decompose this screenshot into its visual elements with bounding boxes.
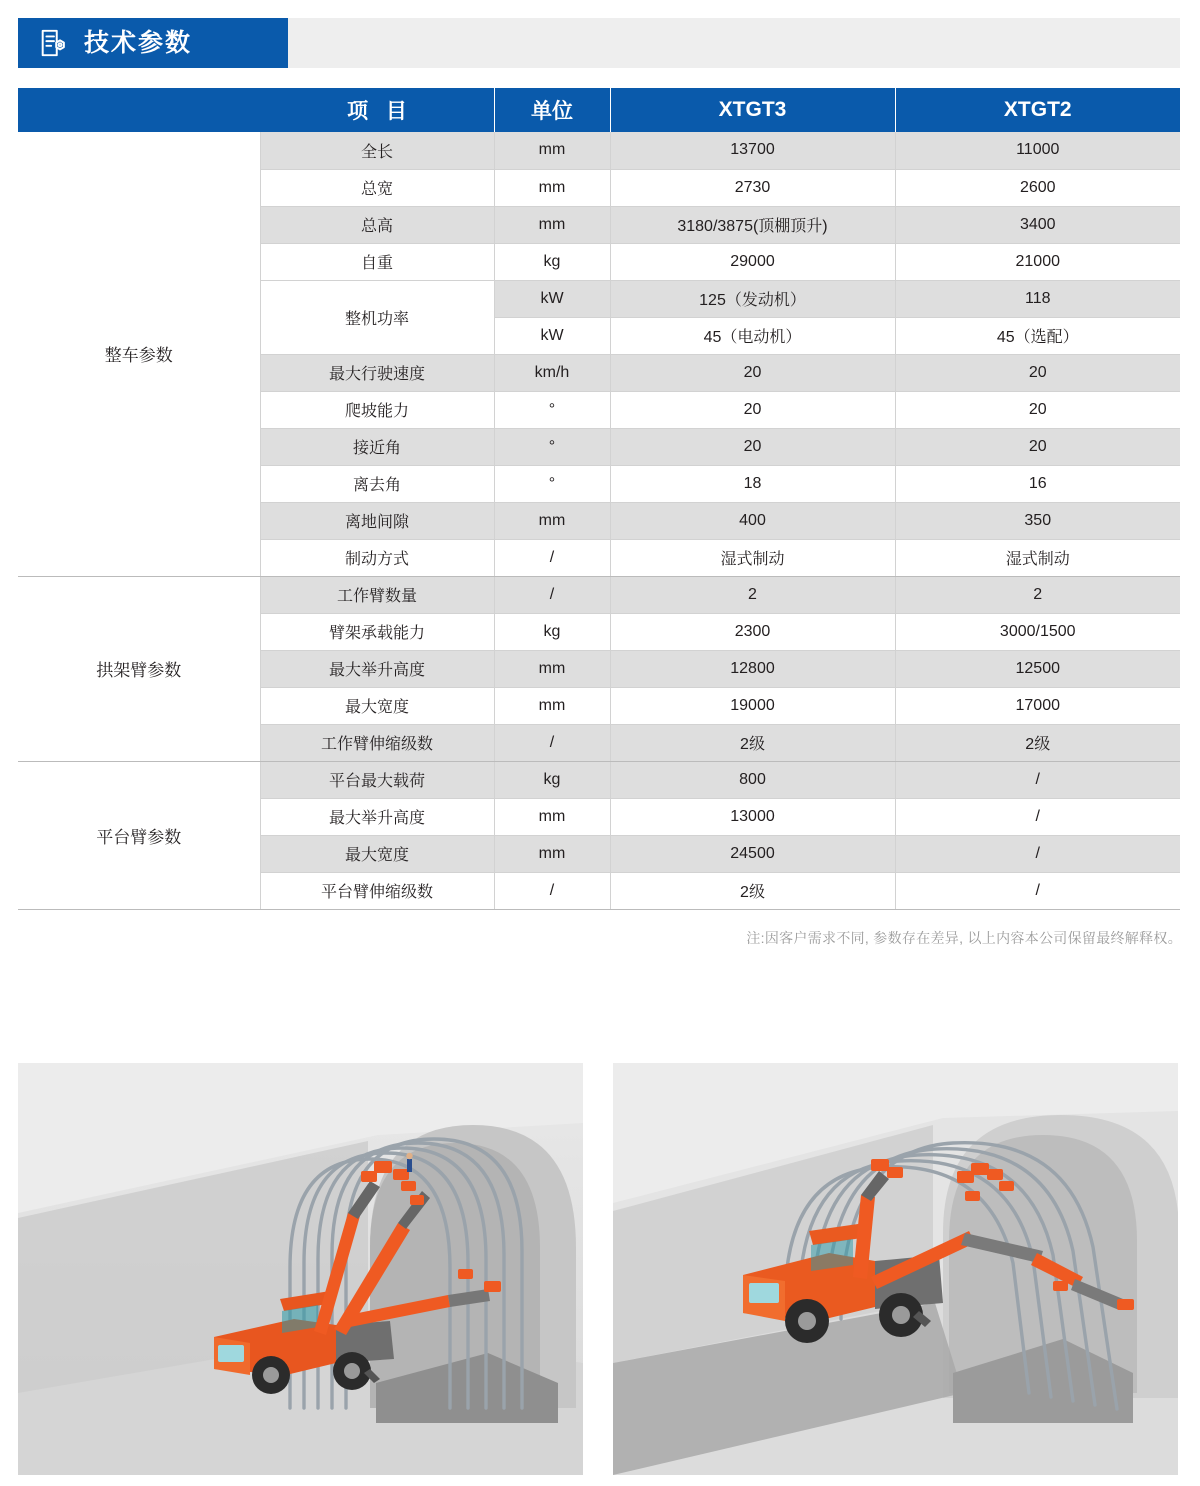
value-xtgt2: 17000 bbox=[895, 687, 1180, 724]
table-row bbox=[18, 132, 1180, 169]
value-xtgt2: 118 bbox=[895, 280, 1180, 317]
unit-value: kg bbox=[494, 613, 610, 650]
value-xtgt2: 350 bbox=[895, 502, 1180, 539]
header-model-xtgt3: XTGT3 bbox=[610, 88, 895, 132]
value-xtgt3: 24500 bbox=[610, 835, 895, 872]
item-label: 总高 bbox=[260, 206, 494, 243]
value-xtgt2: / bbox=[895, 798, 1180, 835]
item-label: 接近角 bbox=[260, 428, 494, 465]
value-xtgt3: 400 bbox=[610, 502, 895, 539]
unit-value: kg bbox=[494, 761, 610, 798]
value-xtgt3: 2730 bbox=[610, 169, 895, 206]
unit-value: mm bbox=[494, 835, 610, 872]
value-xtgt2: 21000 bbox=[895, 243, 1180, 280]
item-label: 平台最大载荷 bbox=[260, 761, 494, 798]
header-item: 项 目 bbox=[260, 88, 494, 132]
value-xtgt3: 2300 bbox=[610, 613, 895, 650]
value-xtgt3: 45（电动机） bbox=[610, 317, 895, 354]
unit-value: / bbox=[494, 576, 610, 613]
item-label: 最大宽度 bbox=[260, 687, 494, 724]
item-label: 平台臂伸缩级数 bbox=[260, 872, 494, 909]
item-label: 最大举升高度 bbox=[260, 798, 494, 835]
unit-value: / bbox=[494, 724, 610, 761]
document-specs-icon bbox=[38, 28, 68, 58]
value-xtgt2: 20 bbox=[895, 354, 1180, 391]
tunnel-arch-erector-side-view bbox=[613, 1063, 1178, 1475]
value-xtgt3: 2 bbox=[610, 576, 895, 613]
section-header bbox=[18, 18, 1180, 68]
item-label: 总宽 bbox=[260, 169, 494, 206]
header-model-xtgt2: XTGT2 bbox=[895, 88, 1180, 132]
unit-value: mm bbox=[494, 687, 610, 724]
section-header-tab bbox=[18, 18, 288, 68]
value-xtgt2: 11000 bbox=[895, 132, 1180, 169]
value-xtgt2: 2 bbox=[895, 576, 1180, 613]
item-label: 工作臂数量 bbox=[260, 576, 494, 613]
item-label: 整机功率 bbox=[260, 280, 494, 354]
value-xtgt2: 20 bbox=[895, 391, 1180, 428]
item-label: 最大行驶速度 bbox=[260, 354, 494, 391]
unit-value: km/h bbox=[494, 354, 610, 391]
item-label: 最大举升高度 bbox=[260, 650, 494, 687]
group-label-0: 整车参数 bbox=[18, 132, 260, 576]
value-xtgt2: 2级 bbox=[895, 724, 1180, 761]
value-xtgt2: 16 bbox=[895, 465, 1180, 502]
value-xtgt3: 20 bbox=[610, 391, 895, 428]
item-label: 臂架承载能力 bbox=[260, 613, 494, 650]
unit-value: / bbox=[494, 539, 610, 576]
value-xtgt3: 20 bbox=[610, 428, 895, 465]
table-footnote: 注:因客户需求不同, 参数存在差异, 以上内容本公司保留最终解释权。 bbox=[746, 930, 1182, 946]
value-xtgt2: 2600 bbox=[895, 169, 1180, 206]
value-xtgt3: 2级 bbox=[610, 872, 895, 909]
unit-value: / bbox=[494, 872, 610, 909]
unit-value: mm bbox=[494, 650, 610, 687]
item-label: 最大宽度 bbox=[260, 835, 494, 872]
value-xtgt3: 湿式制动 bbox=[610, 539, 895, 576]
group-label-1: 拱架臂参数 bbox=[18, 576, 260, 761]
value-xtgt2: 12500 bbox=[895, 650, 1180, 687]
value-xtgt3: 3180/3875(顶棚顶升) bbox=[610, 206, 895, 243]
unit-value: ° bbox=[494, 391, 610, 428]
value-xtgt3: 29000 bbox=[610, 243, 895, 280]
unit-value: kW bbox=[494, 280, 610, 317]
item-label: 离去角 bbox=[260, 465, 494, 502]
table-row bbox=[18, 761, 1180, 798]
table-row bbox=[18, 576, 1180, 613]
section-title: 技术参数 bbox=[84, 28, 193, 57]
item-label: 全长 bbox=[260, 132, 494, 169]
value-xtgt3: 13000 bbox=[610, 798, 895, 835]
item-label: 爬坡能力 bbox=[260, 391, 494, 428]
unit-value: mm bbox=[494, 206, 610, 243]
value-xtgt3: 12800 bbox=[610, 650, 895, 687]
value-xtgt2: 3000/1500 bbox=[895, 613, 1180, 650]
value-xtgt3: 20 bbox=[610, 354, 895, 391]
value-xtgt3: 18 bbox=[610, 465, 895, 502]
unit-value: mm bbox=[494, 169, 610, 206]
value-xtgt2: 3400 bbox=[895, 206, 1180, 243]
unit-value: ° bbox=[494, 465, 610, 502]
value-xtgt2: 湿式制动 bbox=[895, 539, 1180, 576]
value-xtgt3: 2级 bbox=[610, 724, 895, 761]
header-strip-background bbox=[288, 18, 1180, 68]
item-label: 制动方式 bbox=[260, 539, 494, 576]
value-xtgt2: / bbox=[895, 835, 1180, 872]
technical-parameters-table bbox=[18, 88, 1180, 910]
value-xtgt3: 13700 bbox=[610, 132, 895, 169]
value-xtgt2: / bbox=[895, 872, 1180, 909]
unit-value: mm bbox=[494, 798, 610, 835]
value-xtgt2: 45（选配） bbox=[895, 317, 1180, 354]
unit-value: mm bbox=[494, 502, 610, 539]
unit-value: mm bbox=[494, 132, 610, 169]
table-header-row bbox=[18, 88, 1180, 132]
item-label: 自重 bbox=[260, 243, 494, 280]
unit-value: kW bbox=[494, 317, 610, 354]
value-xtgt3: 19000 bbox=[610, 687, 895, 724]
unit-value: ° bbox=[494, 428, 610, 465]
group-label-2: 平台臂参数 bbox=[18, 761, 260, 909]
header-unit: 单位 bbox=[494, 88, 610, 132]
unit-value: kg bbox=[494, 243, 610, 280]
value-xtgt2: / bbox=[895, 761, 1180, 798]
value-xtgt2: 20 bbox=[895, 428, 1180, 465]
value-xtgt3: 800 bbox=[610, 761, 895, 798]
tunnel-arch-erector-front-view bbox=[18, 1063, 583, 1475]
header-group-blank bbox=[18, 88, 260, 132]
item-label: 工作臂伸缩级数 bbox=[260, 724, 494, 761]
item-label: 离地间隙 bbox=[260, 502, 494, 539]
value-xtgt3: 125（发动机） bbox=[610, 280, 895, 317]
